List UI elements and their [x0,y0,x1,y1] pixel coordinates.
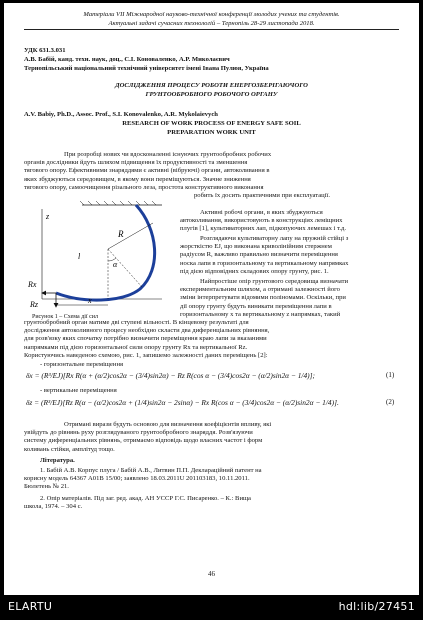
label-l: l [78,252,81,261]
handle-id: hdl:lib/27451 [338,600,415,613]
paragraph-soil-resistance: Найпростіше опір грунтового середовища визначати експериментальним шляхом, а отримані залежності його зміни інтерпретувати відомими поліномами. Оскільки, при дії опору грунту будуть виникати переміщення лапи в горизонтальному x та вертикальному z напрямках, такий [180,278,349,318]
label-z: z [46,212,50,221]
title-en-line2: PREPARATION WORK UNIT [167,129,256,136]
label-Rz: Rz [30,300,38,309]
radius-line [108,223,153,249]
label-vertical-displacement: - вертикальне переміщення [40,387,117,394]
authors-ua: А.В. Бабій, канд. техн. наук, доц., С.І. Коноваленко, А.Р. Миколаєвич [24,56,230,63]
equation-number-1: (1) [386,371,395,379]
equation-number-2: (2) [386,398,395,406]
formula-horizontal: δx = (R³/EJ)[Rx R(α + (α/2)cos2α − (3/4)sin2α) − Rz R(cos α − (3/4)cos2α − (α/2)sin2α − 1/4)]; [26,371,315,380]
page-number: 46 [208,570,215,578]
literature-heading: Література. [40,457,75,464]
force-scheme-diagram [22,199,172,311]
reference-2: 2. Опір матеріалів. Під заг. ред. акад. АН УССР Г.С. Писаренко. – К.: Вища школа, 1974. – 304 с. [24,495,251,511]
figure-1 [22,199,172,321]
authors-en: A.V. Babiy, Ph.D., Assoc. Prof., S.I. Konovalenko, A.R. Mykolaievych [24,111,218,118]
paper-page [4,3,419,595]
affiliation: Тернопільський національний технічний університет імені Івана Пулюя, Україна [24,65,269,72]
repository-name: ELARTU [8,600,53,613]
repository-footer [0,595,423,620]
label-R: R [118,229,124,239]
label-alpha: α [113,260,118,269]
conference-header-line2: Актуальні задачі сучасних технологій – Тернопіль 28-29 листопада 2018. [108,20,315,27]
udk-code: УДК 631.3.031 [24,47,66,54]
reference-1: 1. Бабій А.В. Корпус плуга / Бабій А.В., Литвин П.П. Деклараційний патент на корисну модель 64367 А01В 15/00; заявлено 18.03.2011U 201103183, 10.11.2011. Бюлетень № 21. [24,467,262,491]
label-Rx: Rx [28,280,37,289]
conference-header-line1: Матеріали VII Міжнародної науково-технічної конференції молодих учених та студентів. [83,11,340,18]
label-x: x [88,296,92,305]
paragraph-soil-resistance-cont: грунтообробний орган матиме дві ступені вільності. В кінцевому результаті для дослідження автоколивного процесу необхідно скласти два диференціальних рівняння, для розв'язку яких спочатку потрібно визначити переміщення краю лапи за вказаними напрямками під дією горизонтальної сили опору грунту Rx та вертикальної Rz. Користуючись наведеною схемою, рис. 1, запишемо залежності даних переміщень [2]: [24,319,270,359]
figure-caption: Рисунок 1 – Схема дії сил [32,314,98,320]
paragraph-active-organs: Активні робочі органи, в яких збуджуються автоколивання, використовують в конструкціях леміщних плугів [1], культиваторних лап, підкопуючих лемешах і т.д. [180,209,347,233]
paragraph-conclusion: Отримані вирази будуть основою для визначення коефіцієнтів впливу, які увійдуть до рівнянь руху розглядуваного грунтообробного знаряддя. Розв'язуючи систему диференціальних рівнянь, отримаємо відповідь щодо власних частот і форм коливань стійки, амплітуд тощо. [24,421,272,453]
paragraph-intro: При розробці нових чи вдосконаленні існуючих грунтообробних робочих органів дослідники йдуть шляхом підвищення їх продуктивності та зменшення тягового опору. Ефективними знаряддями є активні (вібруючі) органи, автоколивання в яких збуджуються середовищем, в якому вони переміщуються. Значне зниження тягового опору, самоочищення різального леза, простота конструктивного виконання робить їх досить практичними при експлуатації. [24,151,331,200]
paragraph-cultivator: Розглядаючи культиваторну лапу на пружній стійці з жорсткістю EJ, що виконана криволінійним стержнем радіусом R, важливо правильно визначити переміщення носка лапи в горизонтальному та вертикальному напрямках під дією відповідних складових опору грунту, рис. 1. [180,235,349,275]
label-horizontal-displacement: - горизонтальне переміщення [40,361,124,368]
title-ua-line2: ГРУНТООБРОБНОГО РОБОЧОГО ОРГАНУ [145,91,278,98]
title-ua-line1: ДОСЛІДЖЕННЯ ПРОЦЕСУ РОБОТИ ЕНЕРГОЗБЕРІГАЮЧОГО [115,82,308,89]
title-en-line1: RESEARCH OF WORK PROCESS OF ENERGY SAFE SOIL [122,120,301,127]
header-rule [24,29,399,30]
curved-beam [56,205,155,300]
formula-vertical: δz = (R³/EJ)[Rz R(α − (α/2)cos2α + (1/4)sin2α − 2sinα) − Rx R(cos α − (3/4)cos2α − (α/2)sin2α − 1/4)]. [26,398,339,407]
